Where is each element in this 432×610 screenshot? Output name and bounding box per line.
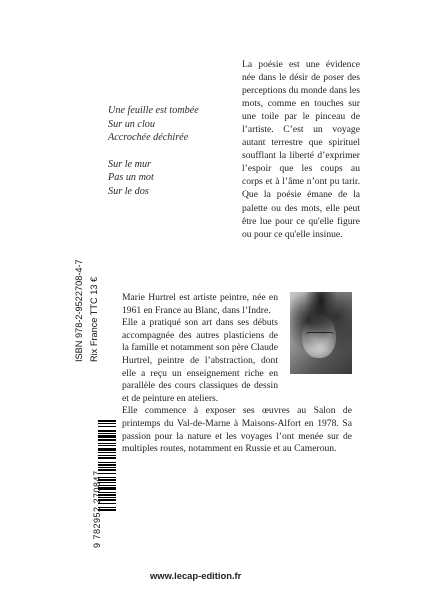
barcode-bar	[98, 445, 116, 446]
barcode-bar	[98, 439, 116, 441]
author-glasses	[306, 332, 334, 339]
barcode-bar	[98, 455, 116, 456]
poem-line: Pas un mot	[108, 172, 154, 184]
poem-line: Sur un clou	[108, 118, 155, 130]
poem-line: Sur le mur	[108, 158, 152, 170]
barcode-bar	[98, 420, 116, 422]
barcode-bar	[98, 430, 116, 432]
poem-line: Une feuille est tombée	[108, 105, 199, 116]
poem	[108, 104, 238, 212]
bio-paragraph: Elle a pratiqué son art dans ses débuts accompagnée des autres plasticiens de la famille et notamment son père Claude Hurtrel, peintre de l’abstraction, dont elle a reçu un enseignement riche en parallèle des cours classiques de dessin et de peinture en ateliers.	[122, 317, 278, 404]
barcode-bar	[98, 464, 116, 466]
barcode-bar	[98, 448, 116, 451]
barcode-bar	[98, 443, 116, 444]
barcode-bar	[98, 452, 116, 453]
publisher-website[interactable]: www.lecap-edition.fr	[150, 570, 242, 581]
poem-line: Accrochée déchirée	[108, 132, 189, 144]
barcode-bar	[98, 426, 116, 427]
poem-stanza-1	[108, 104, 238, 145]
barcode-bar	[98, 457, 116, 459]
barcode-digits: 9 782952 270847	[92, 470, 102, 548]
poem-stanza-2	[108, 158, 238, 199]
poem-line: Sur le dos	[108, 185, 149, 197]
isbn-price: Rix France TTC 13 €	[89, 276, 99, 362]
barcode-bar	[98, 467, 116, 468]
bio-paragraph: Elle commence à exposer ses œuvres au Salon de printemps du Val-de-Marne à Maisons-Alfort en 1978. Sa passion pour la nature et les voyages l’ont menée sur de multiples routes, notamment en Russie et au Cameroun.	[122, 405, 352, 455]
barcode-bar	[98, 433, 116, 434]
barcode-bar	[98, 435, 116, 438]
barcode-bar	[98, 423, 116, 424]
barcode-bar	[98, 462, 116, 463]
isbn-number: ISBN 978-2-9522708-4-7	[74, 259, 84, 362]
author-photo	[290, 292, 352, 374]
prose-text: La poésie est une évidence née dans le désir de poser des perceptions du monde dans les mots, comme en touches sur une toile par le pinceau de l’artiste. C’est un voyage autant terrestre que spirituel soufflant la liberté d’exprimer l’espoir que les coups au corps et à l’âme n’ont pu tarir. Que la poésie émane de la palette ou des mots, elle peut être lue pour ce qu'elle figure ou pour ce qu'elle insinue.	[242, 59, 360, 240]
bio-paragraph: Marie Hurtrel est artiste peintre, née en 1961 en France au Blanc, dans l’Indre.	[122, 292, 278, 316]
